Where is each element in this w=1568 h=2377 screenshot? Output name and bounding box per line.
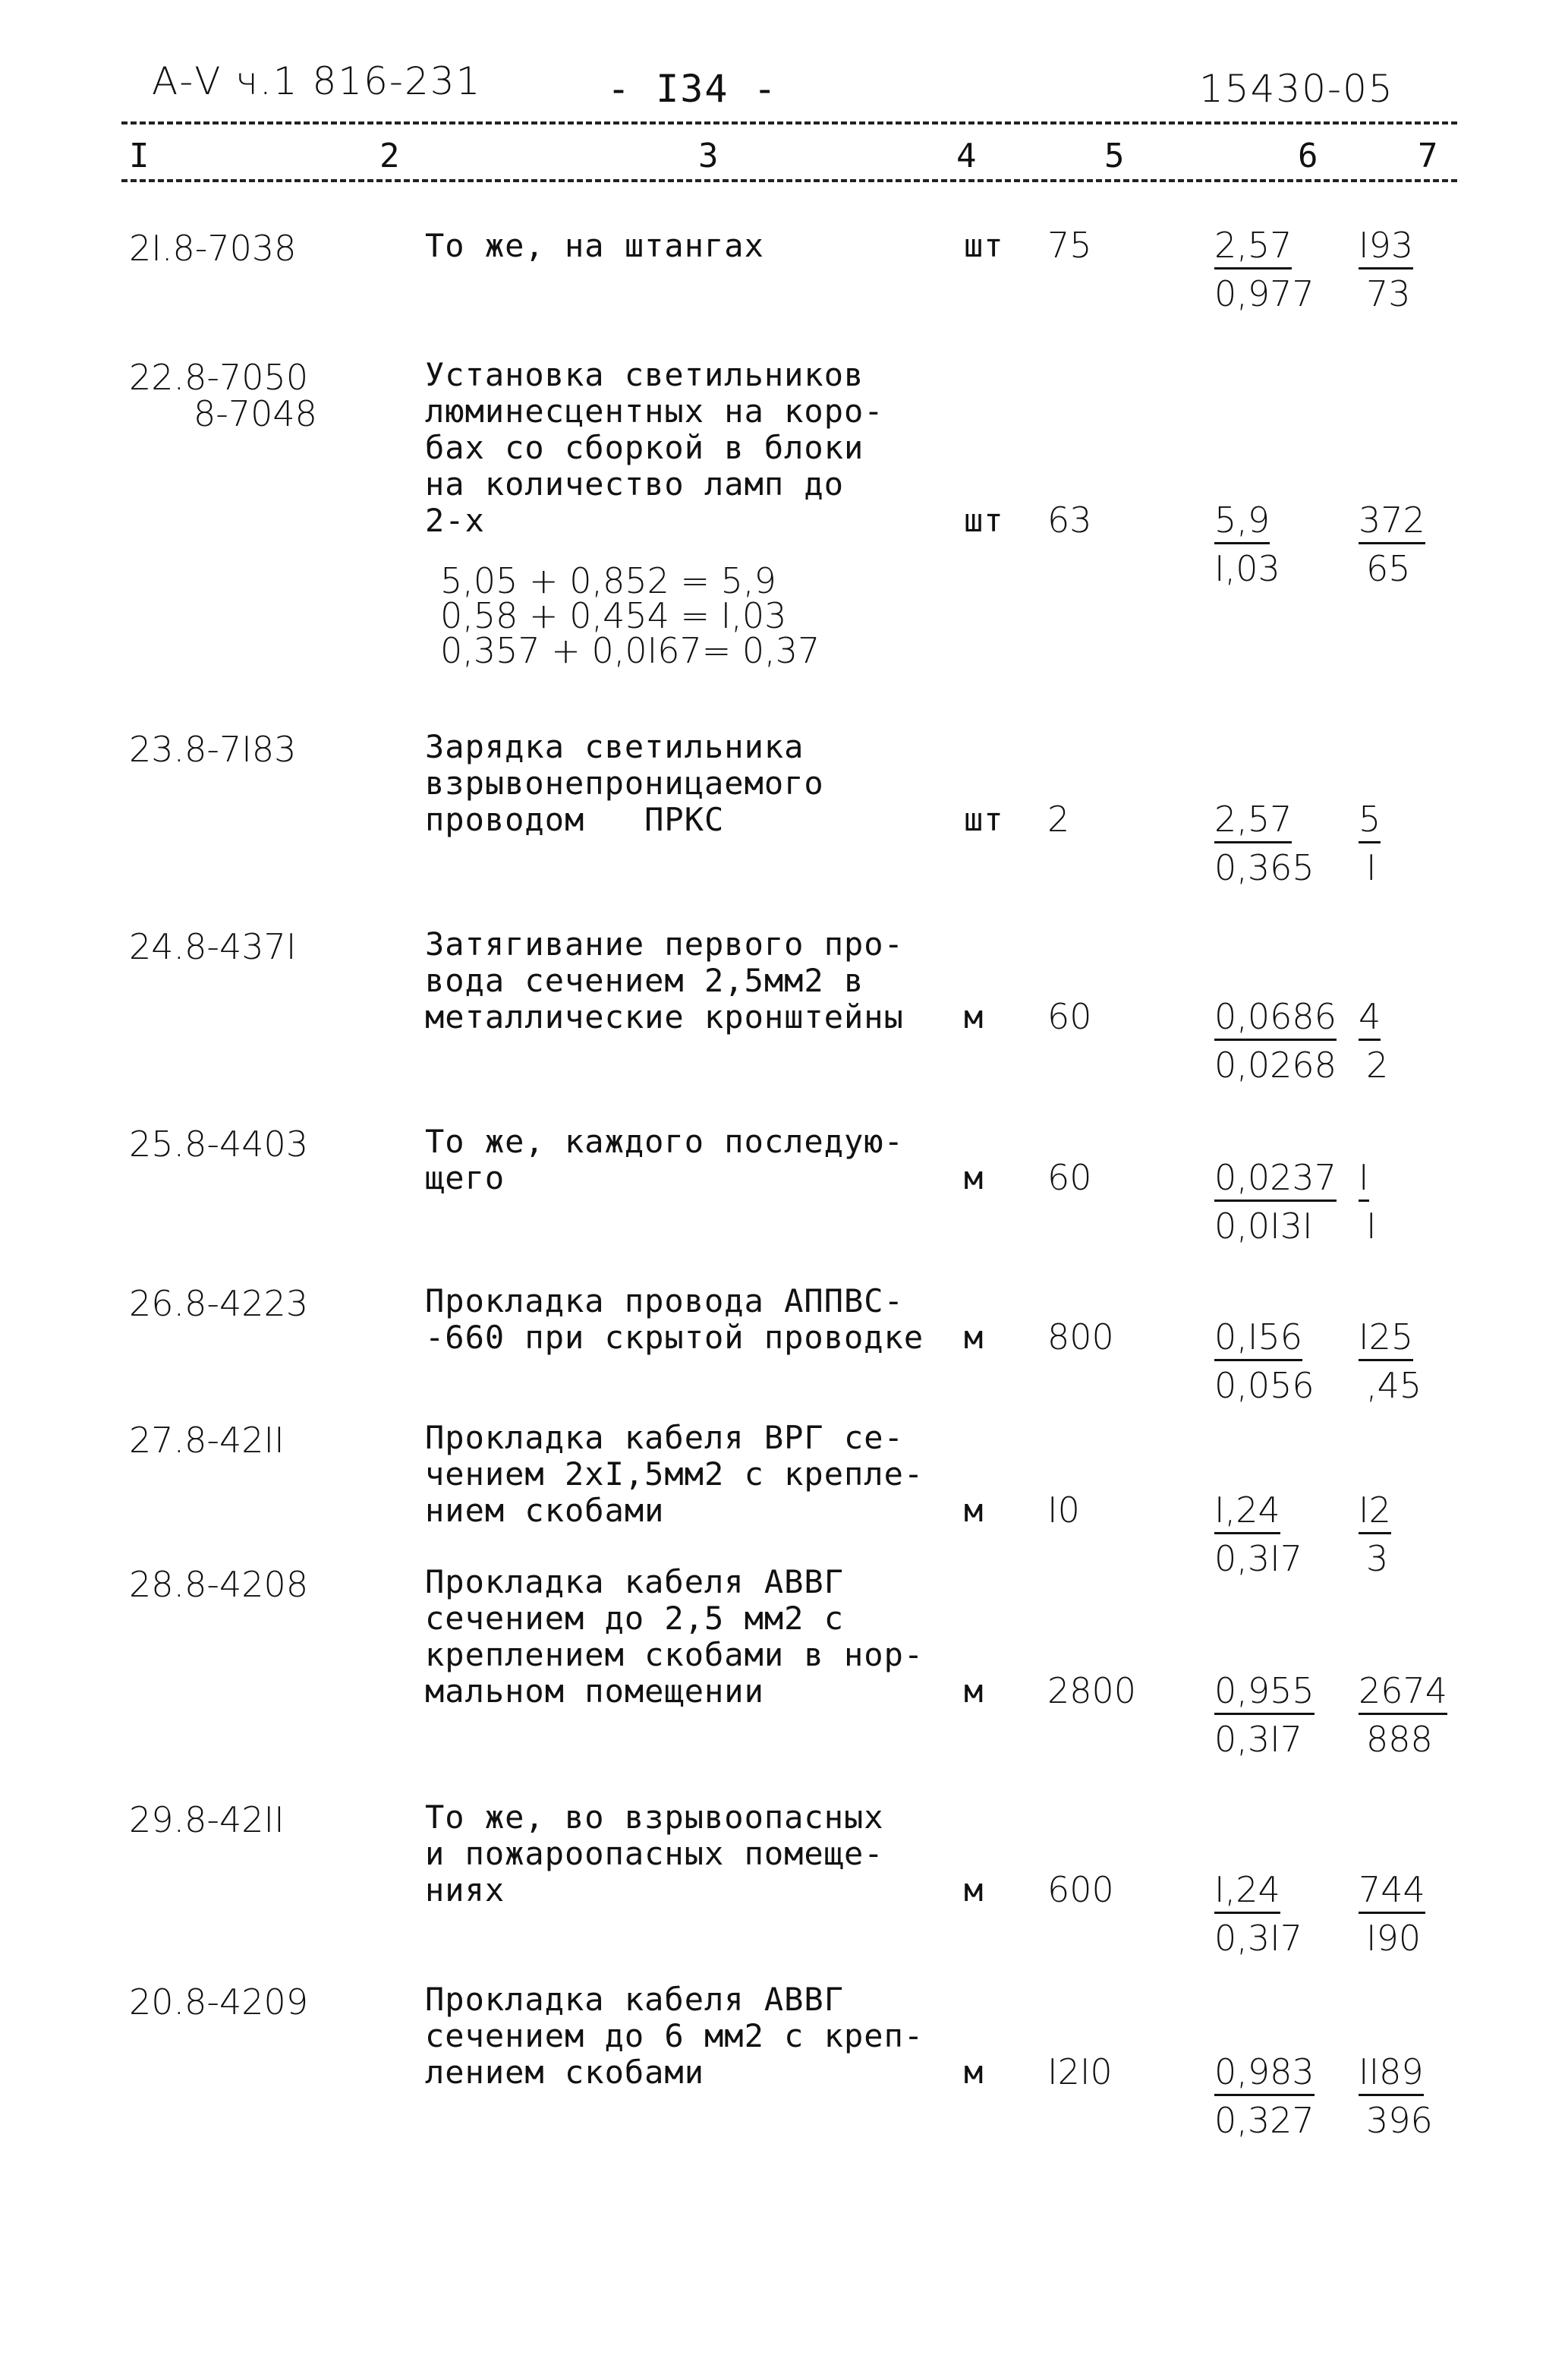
row-unit: шт [964, 502, 1004, 539]
row-col6-top: 0,955 [1214, 1670, 1315, 1711]
row-unit: м [964, 1319, 984, 1356]
row-code: 26.8-4223 [129, 1283, 309, 1324]
row-quantity: 60 [1047, 1157, 1092, 1198]
row-col7-top: 744 [1359, 1869, 1425, 1910]
row-unit: шт [964, 227, 1004, 264]
row-col7-top: I [1359, 1157, 1369, 1198]
row-description: Прокладка кабеля АВВГ сечением до 6 мм2 с креп- лением скобами [425, 1981, 924, 2091]
row-col6-top: I,24 [1214, 1869, 1280, 1910]
row-unit: шт [964, 801, 1004, 838]
row-description: То же, во взрывоопасных и пожароопасных помеще- ниях [425, 1799, 884, 1909]
col-7: 7 [1418, 137, 1438, 175]
row-code: 20.8-4209 [129, 1981, 309, 2022]
row-col7-top: I93 [1359, 225, 1413, 266]
row-col6-bottom: 0,0268 [1214, 1045, 1337, 1086]
header-rule-top [121, 121, 1457, 125]
row-col7-top: 4 [1359, 996, 1381, 1037]
row-col7-top: I25 [1359, 1316, 1413, 1357]
row-col7-bottom: I90 [1366, 1918, 1422, 1959]
row-code: 23.8-7I83 [129, 729, 297, 770]
row-col6-bottom: 0,056 [1214, 1365, 1315, 1406]
row-col6-top: I,24 [1214, 1490, 1280, 1531]
row-col7-bottom: 396 [1366, 2100, 1433, 2141]
col-3: 3 [698, 137, 719, 175]
row-code: 27.8-42II [129, 1420, 285, 1461]
col-4: 4 [956, 137, 977, 175]
row-code: 22.8-7050 [129, 357, 309, 398]
row-description: Установка светильников люминесцентных на коро- бах со сборкой в блоки на количество ламп до 2-х [425, 356, 884, 539]
row-col6-bottom: I,03 [1214, 548, 1280, 589]
row-col6-top: 2,57 [1214, 225, 1292, 266]
row-col7-top: I2 [1359, 1490, 1391, 1531]
row-col7-bottom: 2 [1366, 1045, 1389, 1086]
row-unit: м [964, 1871, 984, 1909]
row-description: Затягивание первого про- вода сечением 2,5мм2 в металлические кронштейны [425, 925, 904, 1036]
row-col7-bottom: 73 [1366, 273, 1411, 314]
row-col6-bottom: 0,977 [1214, 273, 1315, 314]
doc-number: 15430-05 [1199, 67, 1394, 111]
row-col6-bottom: 0,327 [1214, 2100, 1315, 2141]
page-number: - I34 - [607, 67, 778, 111]
row-col7-top: II89 [1359, 2051, 1424, 2092]
row-col6-top: 0,0237 [1214, 1157, 1337, 1198]
row-col6-bottom: 0,3I7 [1214, 1538, 1302, 1579]
row-col7-bottom: 888 [1366, 1719, 1433, 1760]
doc-code: А-V ч.1 816-231 [152, 59, 482, 103]
col-6: 6 [1298, 137, 1318, 175]
row-calculation: 5,05 + 0,852 = 5,9 0,58 + 0,454 = I,03 0,357 + 0,0I67= 0,37 [440, 560, 820, 671]
col-5: 5 [1104, 137, 1125, 175]
row-col6-top: 2,57 [1214, 799, 1292, 840]
row-col7-top: 2674 [1359, 1670, 1447, 1711]
row-quantity: 800 [1047, 1316, 1114, 1357]
row-quantity: 60 [1047, 996, 1092, 1037]
row-unit: м [964, 1672, 984, 1710]
row-unit: м [964, 998, 984, 1036]
row-unit: м [964, 2054, 984, 2091]
row-col7-bottom: I [1366, 847, 1377, 888]
row-description: То же, каждого последую- щего [425, 1123, 904, 1196]
row-quantity: 63 [1047, 500, 1092, 541]
row-col6-top: 0,983 [1214, 2051, 1315, 2092]
row-description: Прокладка кабеля ВРГ се- чением 2хI,5мм2 с крепле- нием скобами [425, 1419, 924, 1529]
row-unit: м [964, 1492, 984, 1529]
row-col6-top: 5,9 [1214, 500, 1270, 541]
row-code: 28.8-4208 [129, 1564, 309, 1605]
row-col7-bottom: ,45 [1366, 1365, 1422, 1406]
row-quantity: I2I0 [1047, 2051, 1113, 2092]
row-col7-bottom: 65 [1366, 548, 1411, 589]
header-rule-bottom [121, 179, 1457, 182]
row-description: Зарядка светильника взрывонепроницаемого проводом ПРКС [425, 728, 824, 838]
row-code: 2I.8-7038 [129, 228, 297, 269]
row-col7-top: 372 [1359, 500, 1425, 541]
row-col6-top: 0,I56 [1214, 1316, 1302, 1357]
row-col7-bottom: I [1366, 1206, 1377, 1247]
row-description: Прокладка кабеля АВВГ сечением до 2,5 мм2 с креплением скобами в нор- мальном помещении [425, 1563, 924, 1710]
col-1: I [129, 137, 150, 175]
row-quantity: 2800 [1047, 1670, 1137, 1711]
row-col7-top: 5 [1359, 799, 1381, 840]
row-col6-bottom: 0,0I3I [1214, 1206, 1313, 1247]
row-col7-bottom: 3 [1366, 1538, 1389, 1579]
row-col6-bottom: 0,3I7 [1214, 1719, 1302, 1760]
row-col6-bottom: 0,3I7 [1214, 1918, 1302, 1959]
row-col6-bottom: 0,365 [1214, 847, 1315, 888]
row-description: То же, на штангах [425, 227, 764, 264]
row-quantity: 75 [1047, 225, 1092, 266]
row-quantity: 600 [1047, 1869, 1114, 1910]
row-code: 24.8-437I [129, 926, 297, 967]
row-description: Прокладка провода АППВС- -660 при скрытой проводке [425, 1282, 924, 1356]
col-2: 2 [379, 137, 400, 175]
row-quantity: I0 [1047, 1490, 1080, 1531]
row-quantity: 2 [1047, 799, 1070, 840]
row-code: 25.8-4403 [129, 1124, 309, 1165]
row-unit: м [964, 1159, 984, 1196]
row-code-secondary: 8-7048 [194, 393, 317, 434]
row-col6-top: 0,0686 [1214, 996, 1337, 1037]
row-code: 29.8-42II [129, 1799, 285, 1840]
